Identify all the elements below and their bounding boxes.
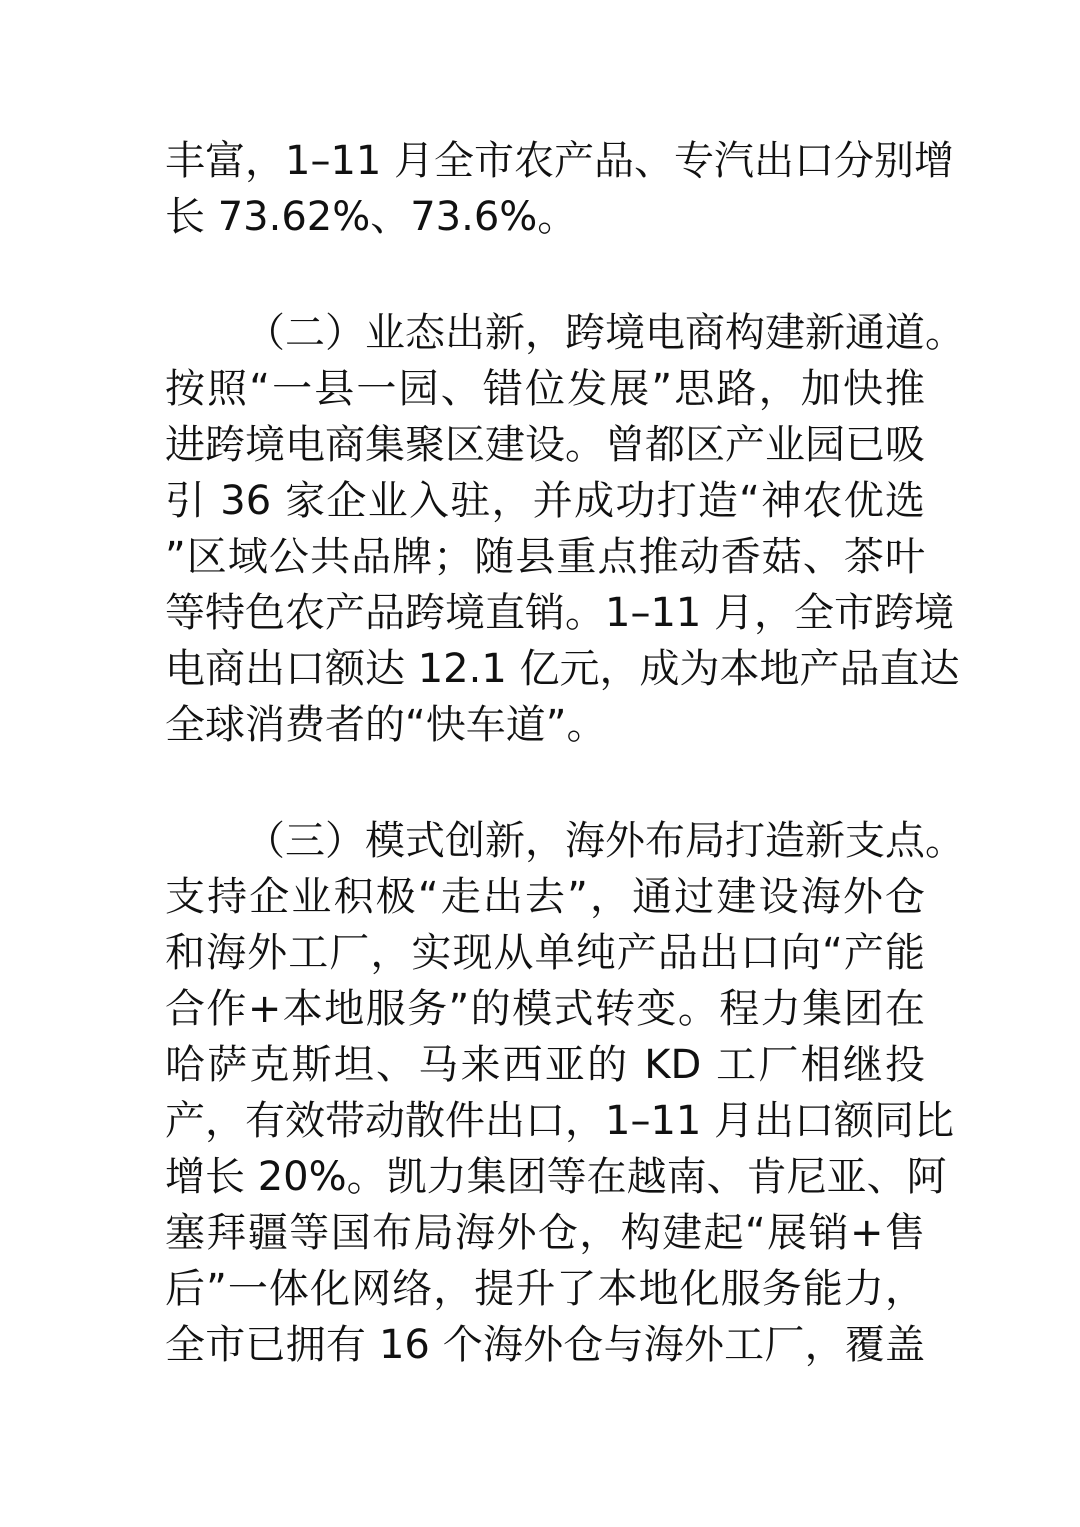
paragraph-1-line-1: 丰富，1–11 月全市农产品、专汽出口分别增	[165, 138, 955, 184]
paragraph-3-line-8: 塞拜疆等国布局海外仓，构建起“展销+售	[165, 1210, 925, 1256]
paragraph-1-line-2: 长 73.62%、73.6%。	[165, 194, 578, 240]
paragraph-2-line-3: 进跨境电商集聚区建设。曾都区产业园已吸	[165, 422, 925, 468]
paragraph-3-line-6: 产，有效带动散件出口，1–11 月出口额同比	[165, 1098, 955, 1144]
paragraph-3-line-10: 全市已拥有 16 个海外仓与海外工厂，覆盖	[165, 1322, 925, 1368]
paragraph-2-line-8: 全球消费者的“快车道”。	[165, 702, 607, 748]
paragraph-2-line-7: 电商出口额达 12.1 亿元，成为本地产品直达	[165, 646, 960, 692]
paragraph-2-line-2: 按照“一县一园、错位发展”思路，加快推	[165, 366, 925, 412]
paragraph-3-line-9: 后”一体化网络，提升了本地化服务能力，	[165, 1266, 925, 1312]
section-heading-2: （二）业态出新，跨境电商构建新通道。	[245, 310, 965, 356]
paragraph-2-line-5: ”区域公共品牌；随县重点推动香菇、茶叶	[165, 534, 925, 580]
paragraph-3-line-5: 哈萨克斯坦、马来西亚的 KD 工厂相继投	[165, 1042, 925, 1088]
section-heading-3: （三）模式创新，海外布局打造新支点。	[245, 818, 965, 864]
paragraph-3-line-7: 增长 20%。凯力集团等在越南、肯尼亚、阿	[165, 1154, 947, 1200]
paragraph-2-line-6: 等特色农产品跨境直销。1–11 月，全市跨境	[165, 590, 955, 636]
paragraph-3-line-3: 和海外工厂，实现从单纯产品出口向“产能	[165, 930, 925, 976]
paragraph-2-line-4: 引 36 家企业入驻，并成功打造“神农优选	[165, 478, 925, 524]
paragraph-3-line-2: 支持企业积极“走出去”，通过建设海外仓	[165, 874, 925, 920]
paragraph-3-line-4: 合作+本地服务”的模式转变。程力集团在	[165, 986, 925, 1032]
